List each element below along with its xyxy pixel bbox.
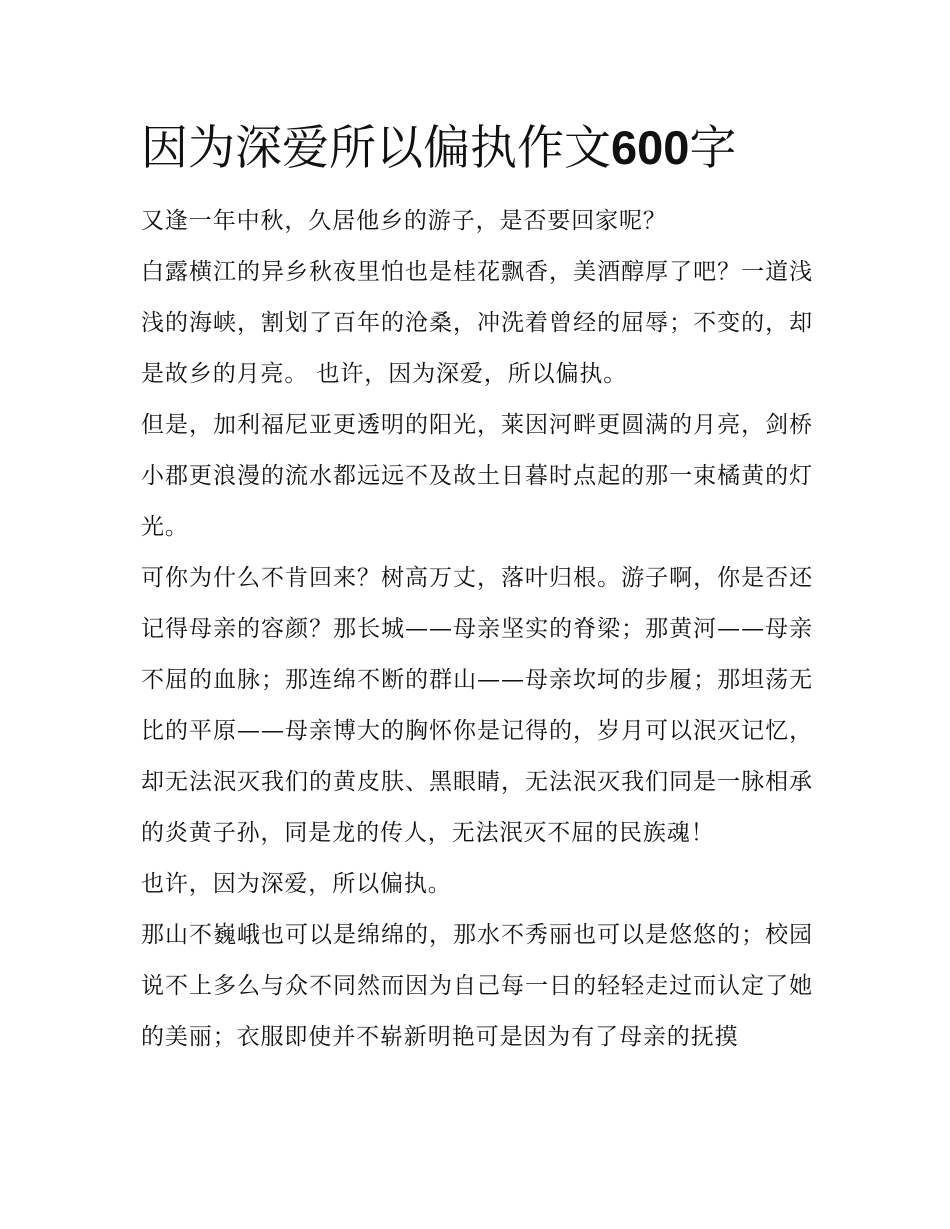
- title-text: 因为深爱所以偏执作文: [141, 121, 611, 176]
- essay-body: [141, 196, 813, 1063]
- paragraph-2: 白露横江的异乡秋夜里怕也是桂花飘香，美酒醇厚了吧？一道浅浅的海峡，割划了百年的沧桑，冲洗着曾经的屈辱；不变的，却是故乡的月亮。 也许，因为深爱，所以偏执。: [141, 259, 813, 387]
- page-title: [141, 112, 736, 185]
- paragraph-4: 可你为什么不肯回来？树高万丈，落叶归根。游子啊，你是否还记得母亲的容颜？那长城——母亲坚实的脊梁；那黄河——母亲不屈的血脉；那连绵不断的群山——母亲坎坷的步履；那坦荡无比的平原——母亲博大的胸怀你是记得的，岁月可以泯灭记忆，却无法泯灭我们的黄皮肤、黑眼睛，无法泯灭我们同是一脉相承的炎黄子孙，同是龙的传人，无法泯灭不屈的民族魂！: [141, 565, 813, 846]
- title-suffix: 字: [689, 121, 737, 176]
- paragraph-1: 又逢一年中秋，久居他乡的游子，是否要回家呢？: [141, 208, 667, 234]
- title-number: 600: [611, 121, 690, 174]
- paragraph-3: 但是，加利福尼亚更透明的阳光，莱因河畔更圆满的月亮，剑桥小郡更浪漫的流水都远远不及故土日暮时点起的那一束橘黄的灯光。: [141, 412, 813, 540]
- paragraph-5: 也许，因为深爱，所以偏执。: [141, 871, 452, 897]
- paragraph-6: 那山不巍峨也可以是绵绵的，那水不秀丽也可以是悠悠的；校园说不上多么与众不同然而因为自己每一日的轻轻走过而认定了她的美丽；衣服即使并不崭新明艳可是因为有了母亲的抚摸: [141, 922, 813, 1050]
